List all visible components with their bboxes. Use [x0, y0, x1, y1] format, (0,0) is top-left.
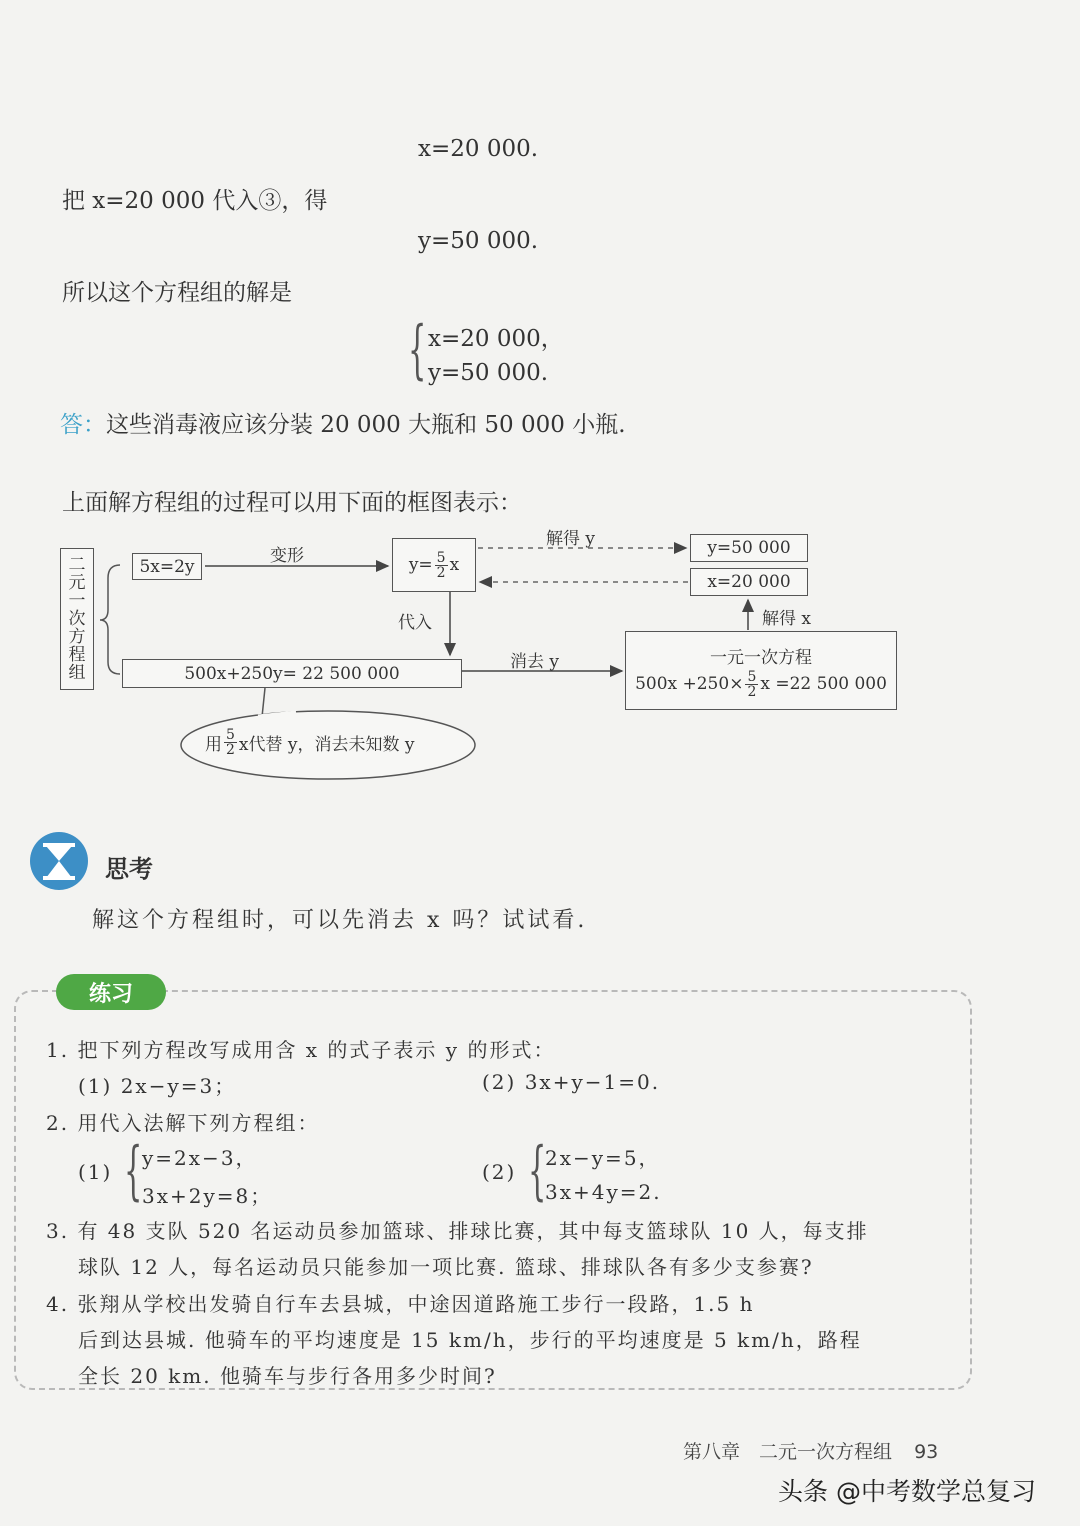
answer-label: 答：: [60, 412, 106, 438]
vertical-title-char: 程: [68, 645, 86, 665]
practice-badge: 练习: [56, 974, 166, 1010]
exercise-4-line3: 全长 20 km. 他骑车与步行各用多少时间?: [78, 1364, 497, 1388]
eliminate-label: 消去 y: [510, 652, 560, 672]
exercise-2b-eq1: 2x−y=5，: [545, 1146, 661, 1170]
equation-x-result: x=20 000.: [418, 136, 539, 162]
fraction: [435, 551, 448, 580]
equation-box-1: 5x=2y: [132, 553, 202, 580]
system-brace: [100, 565, 120, 674]
y-result-box: y=50 000: [690, 534, 808, 562]
solve-x-label: 解得 x: [762, 609, 811, 629]
exercise-1a: (1) 2x−y=3；: [78, 1074, 237, 1098]
one-var-suffix: x =22 500 000: [760, 674, 887, 694]
vertical-title-char: 二: [68, 555, 86, 575]
exercise-2b-label: (2): [482, 1160, 517, 1184]
vertical-title-char: 组: [68, 663, 86, 683]
y-expr-prefix: y=: [408, 555, 433, 575]
exercise-3-line2: 球队 12 人，每名运动员只能参加一项比赛. 篮球、排球队各有多少支参赛?: [78, 1255, 814, 1279]
page-footer: [683, 1437, 938, 1464]
solve-y-label: 解得 y: [546, 529, 596, 549]
answer-text: 这些消毒液应该分装 20 000 大瓶和 50 000 小瓶.: [106, 412, 626, 438]
one-var-equation-box: [625, 631, 897, 710]
chapter-title: 第八章 二元一次方程组: [683, 1441, 893, 1463]
fraction: [224, 728, 237, 757]
fraction: [745, 670, 758, 699]
exercise-2a-eq1: y=2x−3，: [142, 1146, 258, 1170]
frac-den: 2: [747, 683, 757, 700]
y-expression-box: [392, 538, 476, 592]
solution-intro: 所以这个方程组的解是: [62, 280, 292, 306]
vertical-title-char: 一: [68, 591, 86, 611]
frac-den: 2: [436, 564, 446, 581]
exercise-2: 2. 用代入法解下列方程组：: [46, 1111, 320, 1135]
equation-box-2: 500x+250y= 22 500 000: [122, 659, 462, 688]
exercise-1: 1. 把下列方程改写成用含 x 的式子表示 y 的形式：: [46, 1038, 556, 1062]
exercise-2a-label: (1): [78, 1160, 113, 1184]
one-var-equation: [635, 670, 887, 699]
frac-num: 5: [226, 727, 235, 743]
solution-x: x=20 000，: [428, 326, 564, 352]
frac-den: 2: [226, 742, 235, 758]
substitute-line: 把 x=20 000 代入③，得: [62, 188, 328, 214]
one-var-title: 一元一次方程: [710, 647, 812, 668]
x-result-box: x=20 000: [690, 568, 808, 596]
frac-var: x: [449, 555, 460, 575]
vertical-title-char: 方: [68, 627, 86, 647]
solution-y: y=50 000.: [428, 360, 549, 386]
watermark: 头条 @中考数学总复习: [778, 1477, 1036, 1506]
bubble-text: [205, 728, 415, 757]
vertical-title-char: 次: [68, 609, 86, 629]
bubble-prefix: 用: [205, 735, 222, 755]
think-icon: [30, 832, 88, 890]
diagram-intro: 上面解方程组的过程可以用下面的框图表示：: [62, 490, 522, 516]
exercise-4-line2: 后到达县城. 他骑车的平均速度是 15 km/h，步行的平均速度是 5 km/h，路程: [78, 1328, 862, 1352]
one-var-prefix: 500x +250×: [635, 674, 744, 694]
page-number: 93: [914, 1441, 939, 1463]
think-question: 解这个方程组时，可以先消去 x 吗？试试看.: [92, 908, 588, 933]
think-title: 思考: [105, 855, 153, 883]
exercise-2b-eq2: 3x+4y=2.: [545, 1180, 662, 1204]
transform-label: 变形: [270, 546, 304, 566]
bubble-suffix: x代替 y，消去未知数 y: [238, 735, 415, 755]
exercise-1b: (2) 3x+y−1=0.: [482, 1070, 661, 1094]
vertical-title-char: 元: [68, 573, 86, 593]
substitute-label: 代入: [398, 613, 432, 633]
equation-y-result: y=50 000.: [418, 228, 539, 254]
exercise-3-line1: 3. 有 48 支队 520 名运动员参加篮球、排球比赛，其中每支篮球队 10 人，每支排: [46, 1219, 869, 1243]
exercise-4-line1: 4. 张翔从学校出发骑自行车去县城，中途因道路施工步行一段路，1.5 h: [46, 1292, 755, 1316]
frac-num: 5: [436, 549, 446, 566]
frac-num: 5: [747, 668, 757, 685]
exercise-2a-eq2: 3x+2y=8；: [142, 1184, 273, 1208]
